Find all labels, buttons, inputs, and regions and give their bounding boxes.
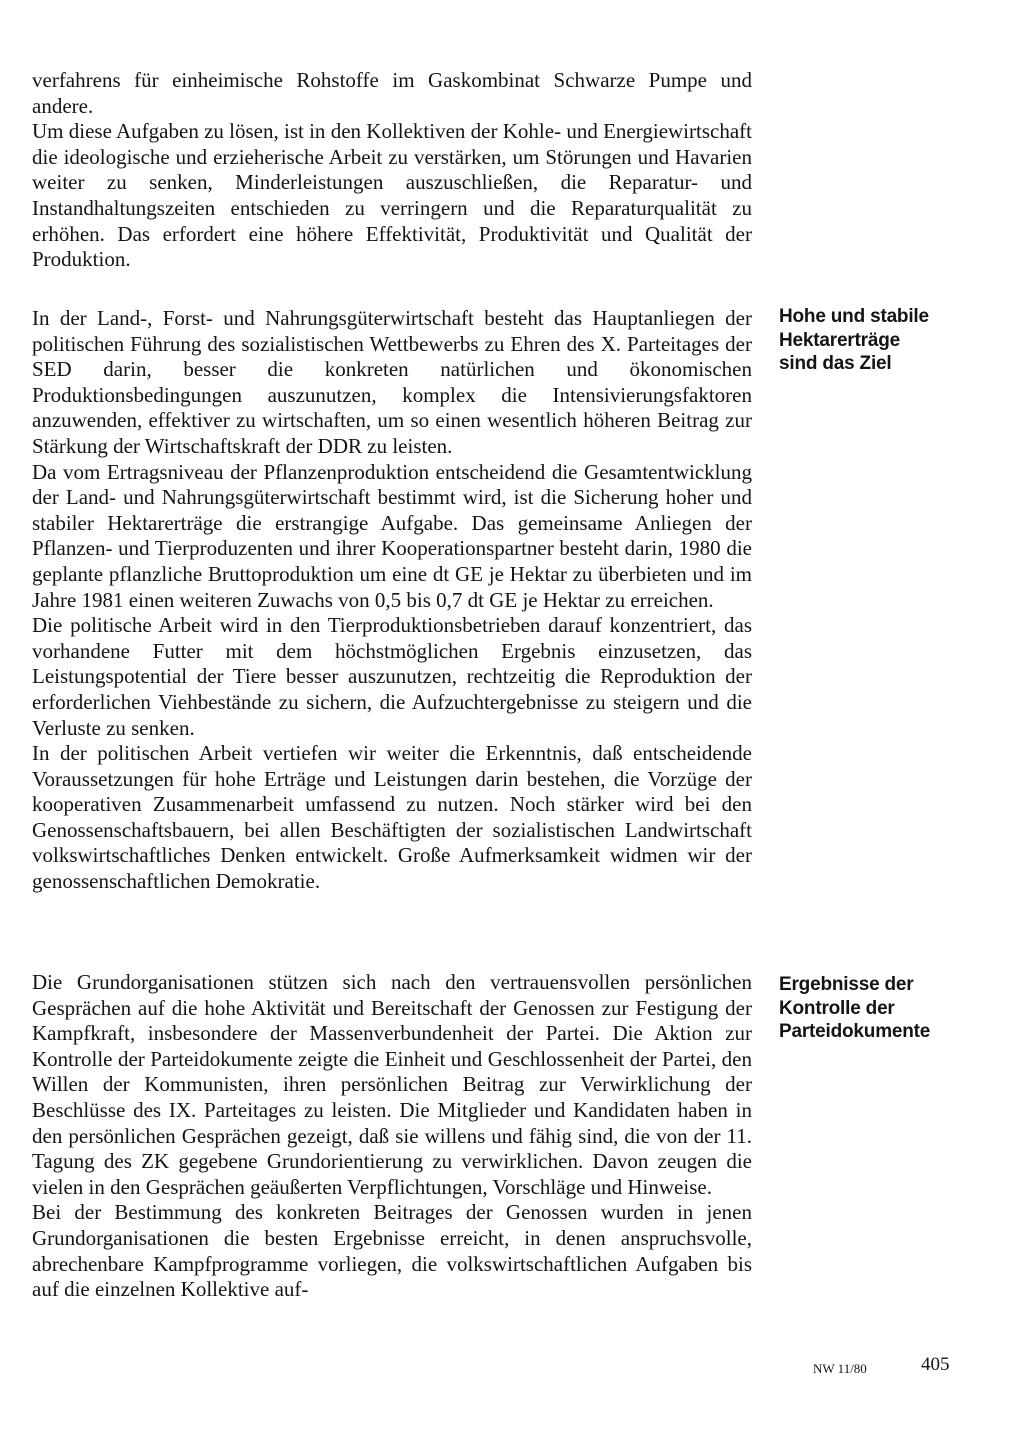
marginal-line: Hohe und stabile (779, 306, 929, 327)
paragraph: Da vom Ertragsniveau der Pflanzenproduktion entscheidend die Gesamtentwicklung der Land- und Nahrungsgüterwirtschaft bestimmt wird, ist die Sicherung hoher und stabiler Hektarerträge die erstrangige Aufgabe. Das gemeinsame Anliegen der Pflanzen- und Tierproduzenten und ihrer Kooperationspartner besteht darin, 1980 die geplante pflanzliche Bruttoproduktion um eine dt GE je Hektar zu überbieten und im Jahre 1981 einen weiteren Zuwachs von 0,5 bis 0,7 dt GE je Hektar zu erreichen. (32, 459, 752, 612)
marginal-line: Kontrolle der (779, 997, 895, 1019)
paragraph: Die politische Arbeit wird in den Tierproduktionsbetrieben darauf konzentriert, das vorhandene Futter mit dem höchstmöglichen Ergebnis einzusetzen, das Leistungspotential der Tiere besser auszunutzen, rechtzeitig die Reproduktion der erforderlichen Viehbestände zu sichern, die Aufzuchtergebnisse zu steigern und die Verluste zu senken. (32, 613, 752, 740)
paragraph: Die Grundorganisationen stützen sich nach den vertrauensvollen persönlichen Gesprächen auf die hohe Aktivität und Bereitschaft der Genossen zur Festigung der Kampfkraft, insbesondere der Massenverbundenheit der Partei. Die Aktion zur Kontrolle der Parteidokumente zeigte die Einheit und Geschlossenheit der Partei, den Willen der Kommunisten, ihren persönlichen Beitrag zur Verwirklichung der Beschlüsse des IX. Parteitages zu leisten. Die Mitglieder und Kandidaten haben in den persönlichen Gesprächen gezeigt, daß sie willens und fähig sind, die von der 11. Tagung des ZK gegebene Grundorientierung zu verwirklichen. Davon zeugen die vielen in den Gesprächen geäußerten Verpflichtungen, Vorschläge und Hinweise. (32, 970, 752, 1199)
paragraph: Um diese Aufgaben zu lösen, ist in den Kollektiven der Kohle- und Energiewirtschaft die ideologische und erzieherische Arbeit zu verstärken, um Störungen und Havarien weiter zu senken, Minderleistungen auszuschließen, die Reparatur- und Instandhaltungszeiten entschieden zu verringern und die Reparaturqualität zu erhöhen. Das erfordert eine höhere Effektivität, Produktivität und Qualität der Produktion. (32, 119, 752, 272)
journal-reference: NW 11/80 (813, 1361, 867, 1376)
paragraph: Bei der Bestimmung des konkreten Beitrages der Genossen wurden in jenen Grundorganisationen die besten Ergebnisse erreicht, in denen anspruchsvolle, abrechenbare Kampfprogramme vorliegen, die volkswirtschaftlichen Aufgaben bis auf die einzelnen Kollektive auf- (32, 1200, 752, 1302)
paragraph: In der Land-, Forst- und Nahrungsgüterwirtschaft besteht das Hauptanliegen der politischen Führung des sozialistischen Wettbewerbs zu Ehren des X. Parteitages der SED darin, besser die konkreten natürlichen und ökonomischen Produktionsbedingungen auszunutzen, komplex die Intensivierungsfaktoren anzuwenden, effektiver zu wirtschaften, um so einen wesentlich höheren Beitrag zur Stärkung der Wirtschaftskraft der DDR zu leisten. (32, 306, 752, 458)
page-number: 405 (921, 1354, 950, 1375)
marginal-heading-hektarertraege (779, 305, 979, 376)
marginal-line: Hektarerträge (779, 329, 900, 351)
marginal-line: sind das Ziel (779, 353, 892, 374)
marginal-heading-parteidokumente (779, 973, 979, 1044)
marginal-line: Parteidokumente (779, 1021, 931, 1042)
text-block-1 (32, 68, 752, 273)
text-block-2 (32, 306, 752, 895)
paragraph: In der politischen Arbeit vertiefen wir weiter die Erkenntnis, daß entscheidende Voraussetzungen für hohe Erträge und Leistungen darin bestehen, die Vorzüge der kooperativen Zusammenarbeit umfassend zu nutzen. Noch stärker wird bei den Genossenschaftsbauern, bei allen Beschäftigten der sozialistischen Landwirtschaft volkswirtschaftliches Denken entwickelt. Große Aufmerksamkeit widmen wir der genossenschaftlichen Demokratie. (32, 741, 752, 894)
paragraph: verfahrens für einheimische Rohstoffe im Gaskombinat Schwarze Pumpe und andere. (32, 68, 752, 118)
text-block-3 (32, 970, 752, 1303)
marginal-line: Ergebnisse der (779, 974, 914, 995)
